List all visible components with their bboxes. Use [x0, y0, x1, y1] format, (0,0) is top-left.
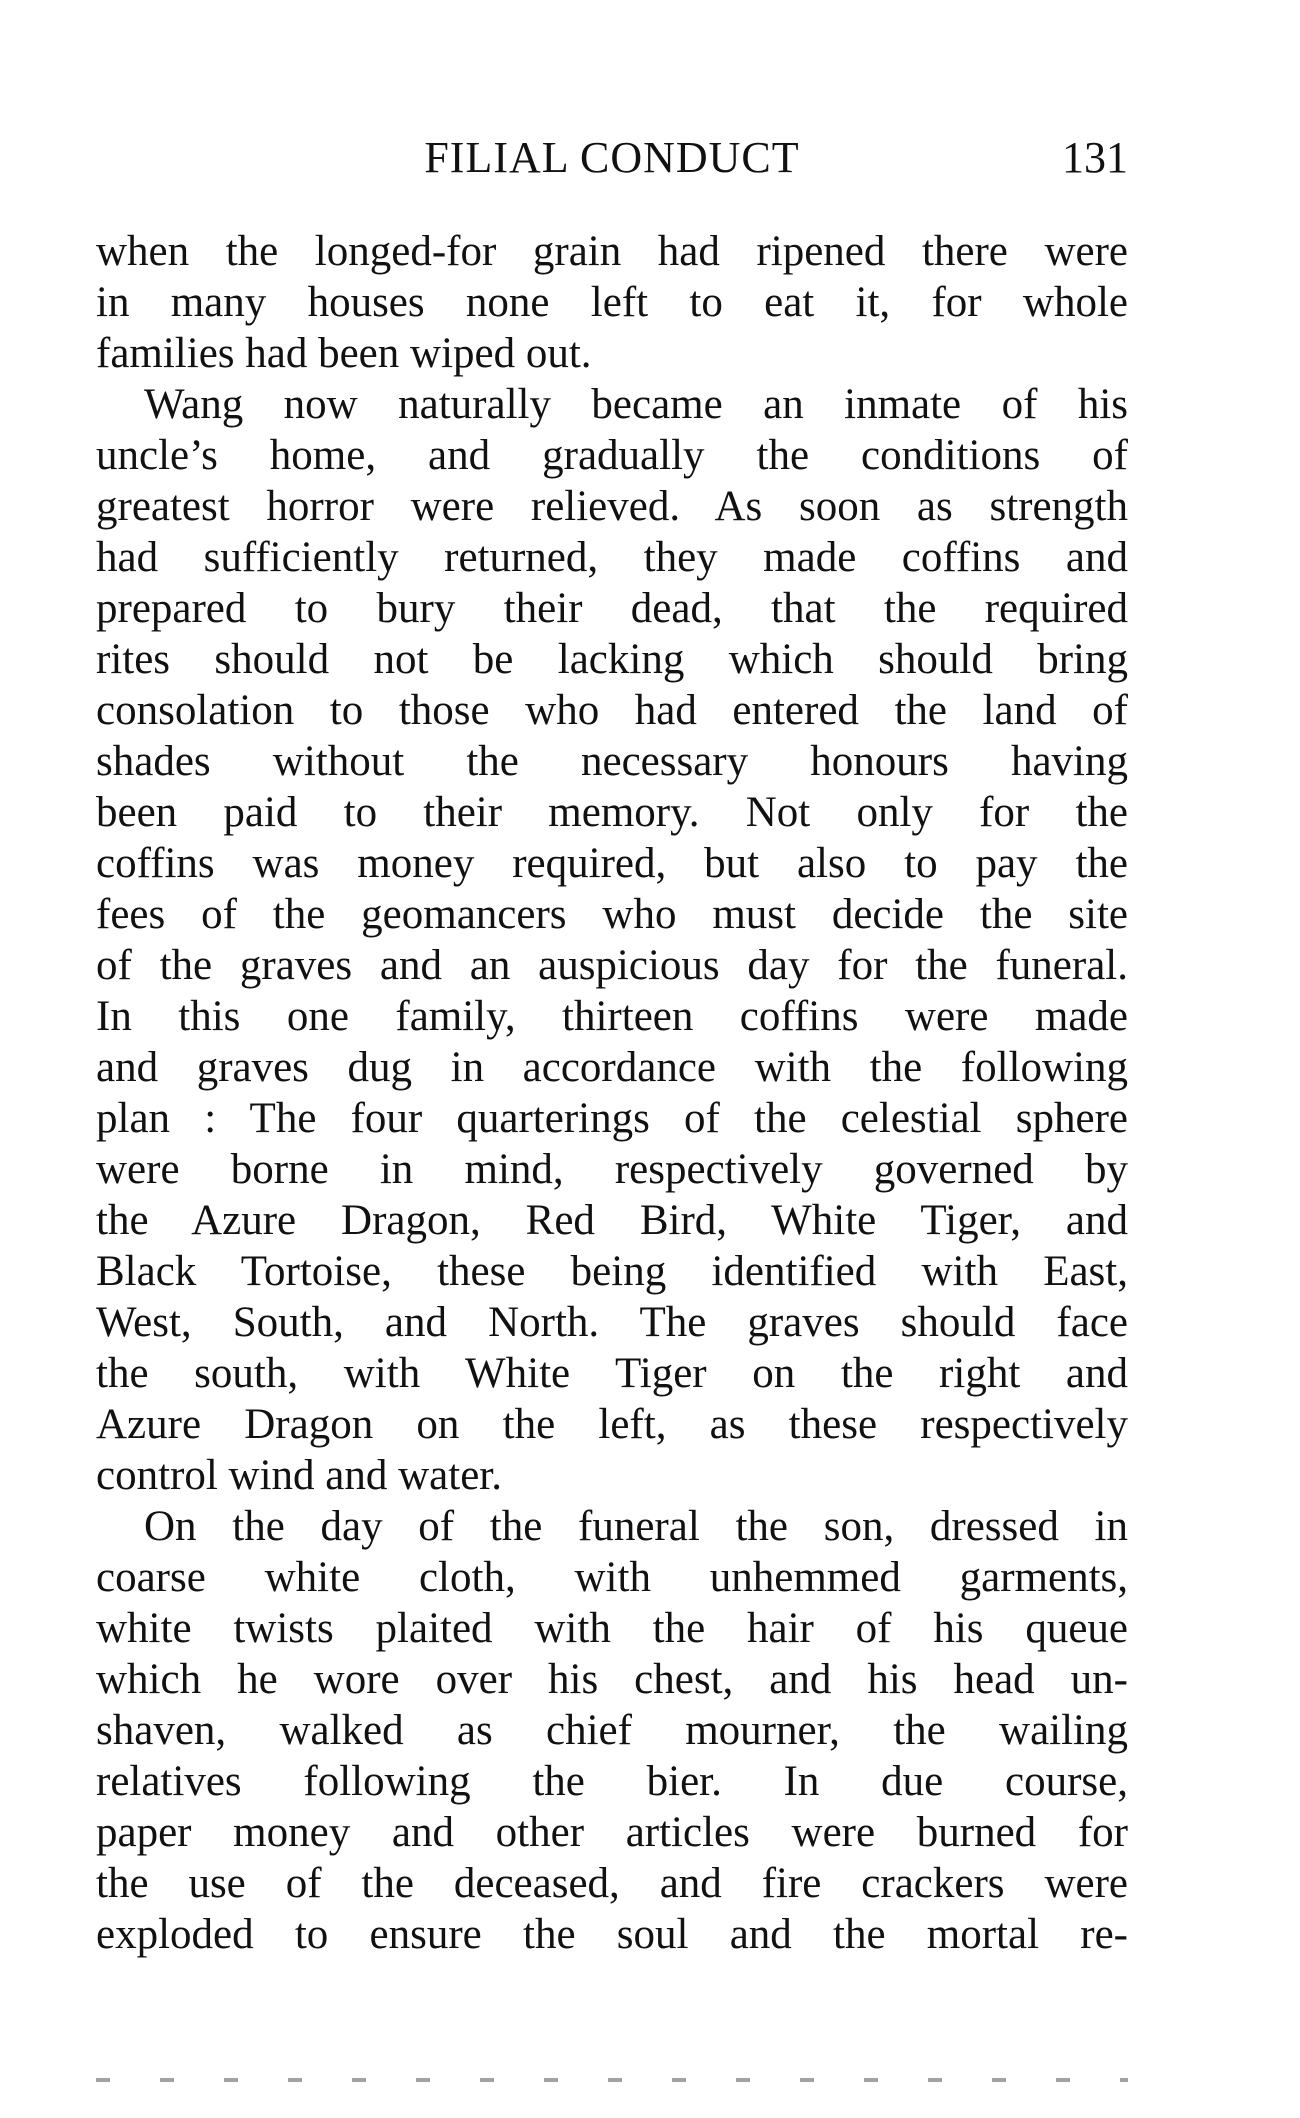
text-line: white twists plaited with the hair of his queue — [96, 1605, 1128, 1652]
text-line: which he wore over his chest, and his head un- — [96, 1656, 1128, 1703]
text-line: prepared to bury their dead, that the required — [96, 585, 1128, 632]
text-line: the use of the deceased, and fire crackers were — [96, 1860, 1128, 1907]
text-line: had sufficiently returned, they made coffins and — [96, 534, 1128, 581]
text-line: coarse white cloth, with unhemmed garments, — [96, 1554, 1128, 1601]
text-line: the Azure Dragon, Red Bird, White Tiger, and — [96, 1197, 1128, 1244]
text-line: and graves dug in accordance with the following — [96, 1044, 1128, 1091]
text-line: shades without the necessary honours having — [96, 738, 1128, 785]
text-line: been paid to their memory. Not only for the — [96, 789, 1128, 836]
text-line: plan : The four quarterings of the celestial sphere — [96, 1095, 1128, 1142]
text-line: control wind and water. — [96, 1452, 503, 1499]
text-line: when the longed-for grain had ripened there were — [96, 228, 1128, 275]
text-line: Azure Dragon on the left, as these respectively — [96, 1401, 1128, 1448]
text-line: uncle’s home, and gradually the conditions of — [96, 432, 1128, 479]
text-line: West, South, and North. The graves should face — [96, 1299, 1128, 1346]
body-text — [96, 226, 1128, 1960]
text-line: Wang now naturally became an inmate of his — [144, 381, 1128, 428]
running-head — [96, 130, 1128, 186]
text-line: the south, with White Tiger on the right and — [96, 1350, 1128, 1397]
text-line: shaven, walked as chief mourner, the wailing — [96, 1707, 1128, 1754]
text-line: in many houses none left to eat it, for whole — [96, 279, 1128, 326]
cropped-next-line — [96, 2075, 1128, 2085]
text-line: Black Tortoise, these being identified with East, — [96, 1248, 1128, 1295]
text-line: paper money and other articles were burned for — [96, 1809, 1128, 1856]
text-line: families had been wiped out. — [96, 330, 592, 377]
text-line: greatest horror were relieved. As soon as strength — [96, 483, 1128, 530]
text-line: were borne in mind, respectively governed by — [96, 1146, 1128, 1193]
running-title: FILIAL CONDUCT — [424, 133, 800, 182]
text-line: In this one family, thirteen coffins were made — [96, 993, 1128, 1040]
text-line: relatives following the bier. In due course, — [96, 1758, 1128, 1805]
text-line: consolation to those who had entered the land of — [96, 687, 1128, 734]
text-line: rites should not be lacking which should bring — [96, 636, 1128, 683]
text-line: exploded to ensure the soul and the mortal re- — [96, 1911, 1128, 1958]
text-line: coffins was money required, but also to pay the — [96, 840, 1128, 887]
text-line: fees of the geomancers who must decide the site — [96, 891, 1128, 938]
text-line: of the graves and an auspicious day for the funeral. — [96, 942, 1128, 989]
page-number: 131 — [1062, 133, 1128, 182]
text-line: On the day of the funeral the son, dressed in — [144, 1503, 1128, 1550]
